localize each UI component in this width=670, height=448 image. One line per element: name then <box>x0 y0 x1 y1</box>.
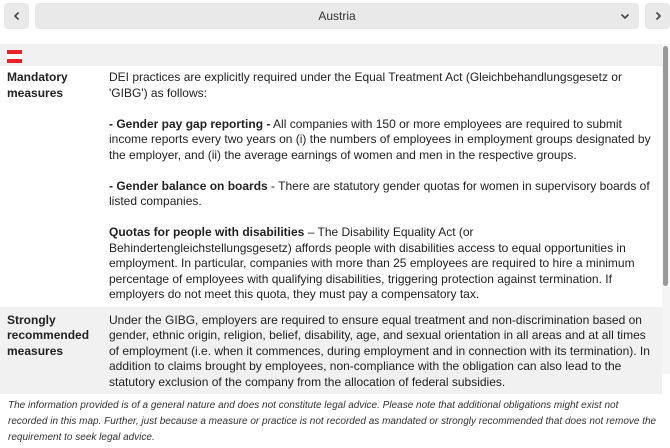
panel-scrollbar[interactable] <box>662 44 670 374</box>
measure-row <box>0 307 662 395</box>
country-detail-panel <box>0 44 670 389</box>
measure-text: DEI practices are explicitly required under the Equal Treatment Act (Gleichbehandlungsgesetz or 'GIBG') as follows: <box>109 70 622 100</box>
measure-paragraph <box>109 313 656 391</box>
measure-text: All companies with 150 or more employees are required to submit income reports every two years on (i) the numbers of employees in employment groups designated by the employer, and (ii) the average earnings of women and men in the respective groups. <box>109 116 651 162</box>
country-navigation-bar <box>0 0 670 32</box>
measure-description <box>104 66 662 307</box>
measure-heading: - Gender pay gap reporting - <box>109 116 271 131</box>
country-select[interactable] <box>35 3 639 29</box>
measure-row <box>0 66 662 307</box>
legal-disclaimer: The information provided is of a general nature and does not constitute legal advice. Please note that additional obligations might exist not recorded in this map. Further, just because a measure or practice is not recorded as mandated or strongly recommended that does not remove the requirement to seek legal advice. <box>8 400 657 443</box>
measure-text: Under the GIBG, employers are required to ensure equal treatment and non-discrimination based on gender, ethnic origin, religion, belief, disability, age, and sexual orientation in all areas and at all times of employment (i.e. when it commences, during employment and in connection with its termination). In addition to claims brought by employees, non-compliance with the obligation can also lead to the statutory exclusion of the company from the allocation of federal subsidies. <box>109 312 650 389</box>
measure-description <box>104 307 662 395</box>
measure-heading: - Gender balance on boards <box>109 178 268 193</box>
flag-header <box>0 44 662 66</box>
measure-text: - There are statutory gender quotas for women in supervisory boards of listed companies. <box>109 178 650 208</box>
selected-country-label: Austria <box>318 9 356 23</box>
measure-paragraph <box>109 225 656 303</box>
chevron-left-icon <box>12 11 22 21</box>
chevron-right-icon <box>653 11 663 21</box>
measure-category-label: Strongly recommended measures <box>0 307 104 395</box>
measures-table <box>0 66 662 394</box>
chevron-down-icon <box>620 11 630 21</box>
next-country-button[interactable] <box>645 3 670 29</box>
measure-heading: Quotas for people with disabilities <box>109 225 305 239</box>
measure-paragraph <box>109 117 656 164</box>
measure-text: – The Disability Equality Act (or Behindertengleichstellungsgesetz) affords people with disabilities access to equal opportunities in employment. In particular, companies with more than 25 employees are required to hire a minimum percentage of employees with qualifying disabilities, triggering protection against termination. If employers do not meet this quota, they must pay a compensatory tax. <box>109 225 635 301</box>
austria-flag-icon <box>7 50 22 63</box>
scrollbar-thumb[interactable] <box>663 46 668 286</box>
previous-country-button[interactable] <box>4 3 29 29</box>
measure-paragraph <box>109 70 656 101</box>
measure-paragraph <box>109 179 656 210</box>
measure-category-label: Mandatory measures <box>0 66 104 307</box>
